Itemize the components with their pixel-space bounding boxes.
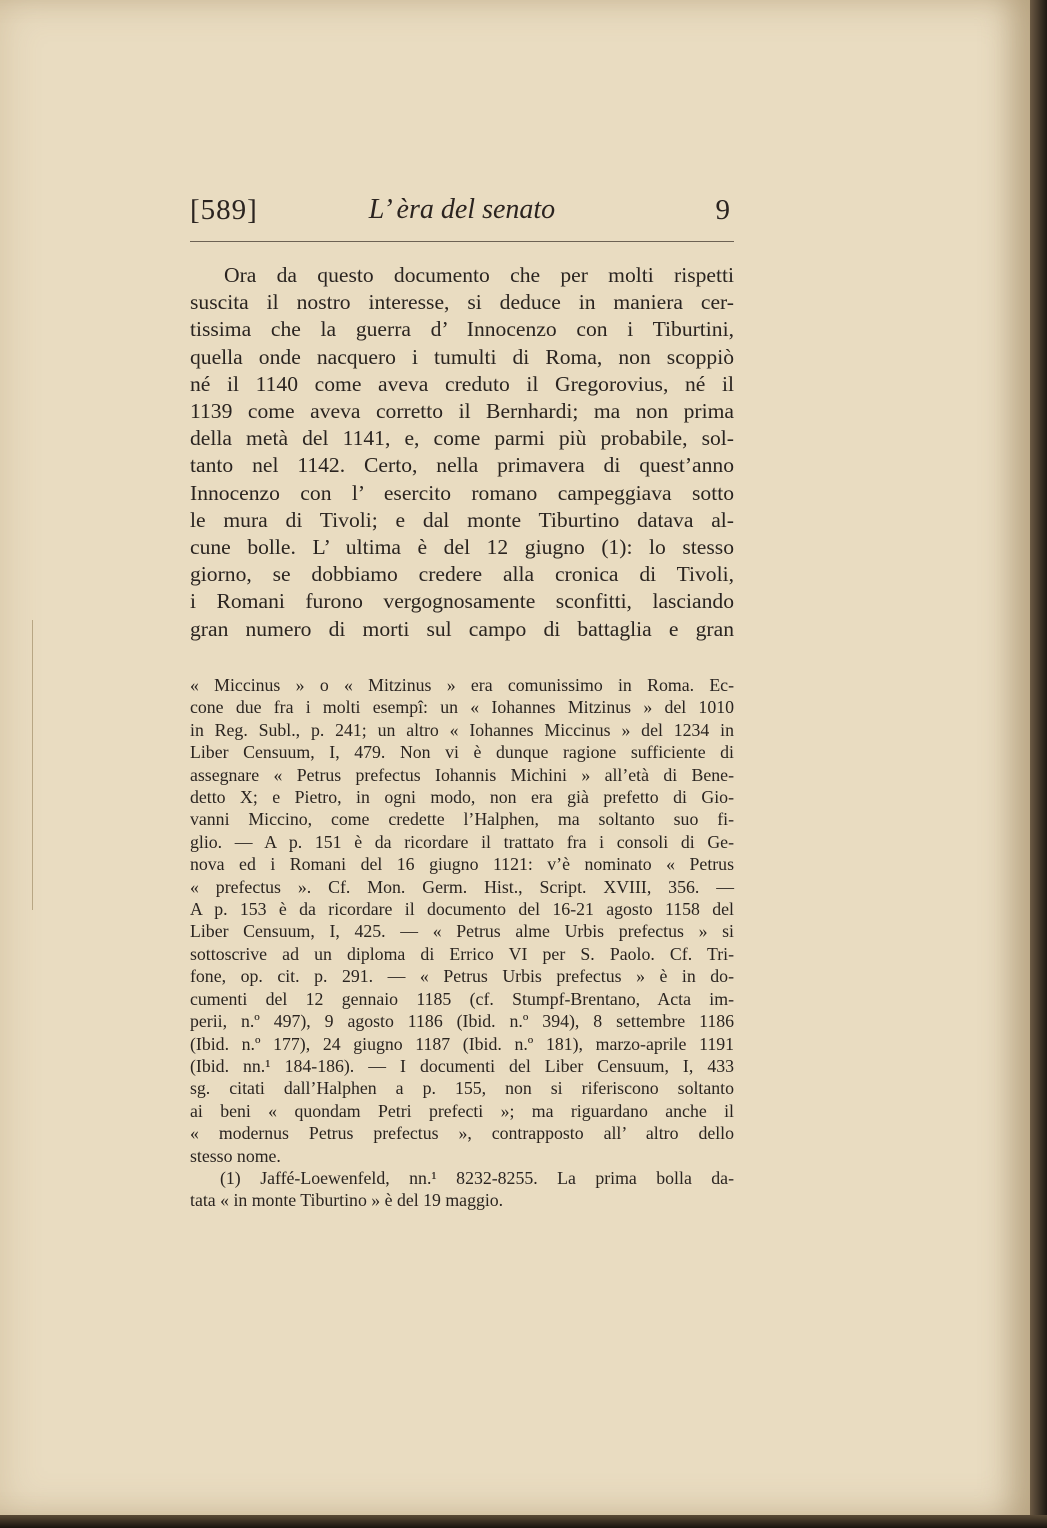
chapter-title: L’ èra del senato bbox=[368, 194, 556, 225]
body-line: tanto nel 1142. Certo, nella primavera di quest’anno bbox=[190, 453, 734, 478]
body-text bbox=[190, 262, 734, 643]
body-line: giorno, se dobbiamo credere alla cronica di Tivoli, bbox=[190, 562, 734, 587]
footnote-line: A p. 153 è da ricordare il documento del 16-21 agosto 1158 del bbox=[190, 899, 734, 920]
page-edge-right bbox=[1030, 0, 1047, 1528]
body-line: cune bolle. L’ ultima è del 12 giugno (1): lo stesso bbox=[190, 535, 734, 560]
footnote-line: « prefectus ». Cf. Mon. Germ. Hist., Script. XVIII, 356. — bbox=[190, 876, 734, 897]
body-line: i Romani furono vergognosamente sconfitti, lasciando bbox=[190, 589, 734, 614]
footnote-line: fone, op. cit. p. 291. — « Petrus Urbis prefectus » è in do- bbox=[190, 966, 734, 987]
body-line: le mura di Tivoli; e dal monte Tiburtino datava al- bbox=[190, 507, 734, 532]
body-line: della metà del 1141, e, come parmi più probabile, sol- bbox=[190, 426, 734, 451]
body-line: Innocenzo con l’ esercito romano campeggiava sotto bbox=[190, 480, 734, 505]
footnote-line: sottoscrive ad un diploma di Errico VI per S. Paolo. Cf. Tri- bbox=[190, 943, 734, 964]
footnote-line: detto X; e Pietro, in ogni modo, non era già prefetto di Gio- bbox=[190, 787, 734, 808]
footnote-line: (Ibid. nn.¹ 184-186). — I documenti del Liber Censuum, I, 433 bbox=[190, 1055, 734, 1076]
footnote-1-line: tata « in monte Tiburtino » è del 19 maggio. bbox=[190, 1190, 504, 1211]
footnote-line: sg. citati dall’Halphen a p. 155, non si riferiscono soltanto bbox=[190, 1078, 734, 1099]
body-line: suscita il nostro interesse, si deduce in maniera cer- bbox=[190, 290, 734, 315]
footnotes bbox=[190, 674, 734, 1212]
footnote-line: in Reg. Subl., p. 241; un altro « Iohannes Miccinus » del 1234 in bbox=[190, 719, 734, 740]
margin-mark bbox=[32, 620, 33, 910]
footnote-1-line: (1) Jaffé-Loewenfeld, nn.¹ 8232-8255. La prima bolla da- bbox=[220, 1167, 734, 1188]
body-line: gran numero di morti sul campo di battaglia e gran bbox=[190, 616, 734, 641]
header-rule bbox=[190, 241, 734, 242]
page-edge-bottom bbox=[0, 1515, 1047, 1528]
footnote-line: vanni Miccino, come credette l’Halphen, ma soltanto suo fi- bbox=[190, 809, 734, 830]
running-head bbox=[190, 190, 734, 236]
footnote-line: nova ed i Romani del 16 giugno 1121: v’è nominato « Petrus bbox=[190, 854, 734, 875]
body-line: quella onde nacquero i tumulti di Roma, non scoppiò bbox=[190, 344, 734, 369]
footnote-line: Liber Censuum, I, 479. Non vi è dunque ragione sufficiente di bbox=[190, 742, 734, 763]
footnote-line: assegnare « Petrus prefectus Iohannis Michini » all’età di Bene- bbox=[190, 764, 734, 785]
body-line: né il 1140 come aveva creduto il Gregorovius, né il bbox=[190, 371, 734, 396]
footnote-line: stesso nome. bbox=[190, 1145, 281, 1166]
footnote-line: perii, n.º 497), 9 agosto 1186 (Ibid. n.º 394), 8 settembre 1186 bbox=[190, 1011, 734, 1032]
footnote-line: cone due fra i molti esempî: un « Iohannes Mitzinus » del 1010 bbox=[190, 697, 734, 718]
footnote-line: cumenti del 12 gennaio 1185 (cf. Stumpf-Brentano, Acta im- bbox=[190, 988, 734, 1009]
page-number: 9 bbox=[715, 194, 730, 226]
footnote-line: Liber Censuum, I, 425. — « Petrus alme Urbis prefectus » si bbox=[190, 921, 734, 942]
footnote-line: (Ibid. n.º 177), 24 giugno 1187 (Ibid. n.º 181), marzo-aprile 1191 bbox=[190, 1033, 734, 1054]
footnote-line: glio. — A p. 151 è da ricordare il trattato fra i consoli di Ge- bbox=[190, 831, 734, 852]
footnote-line: « modernus Petrus prefectus », contrapposto all’ altro dello bbox=[190, 1123, 734, 1144]
body-line: 1139 come aveva corretto il Bernhardi; ma non prima bbox=[190, 399, 734, 424]
page-reference: [589] bbox=[190, 194, 258, 226]
body-line: tissima che la guerra d’ Innocenzo con i Tiburtini, bbox=[190, 317, 734, 342]
body-line: Ora da questo documento che per molti rispetti bbox=[224, 263, 734, 287]
footnote-line: ai beni « quondam Petri prefecti »; ma riguardano anche il bbox=[190, 1100, 734, 1121]
footnote-line: « Miccinus » o « Mitzinus » era comunissimo in Roma. Ec- bbox=[190, 675, 734, 695]
